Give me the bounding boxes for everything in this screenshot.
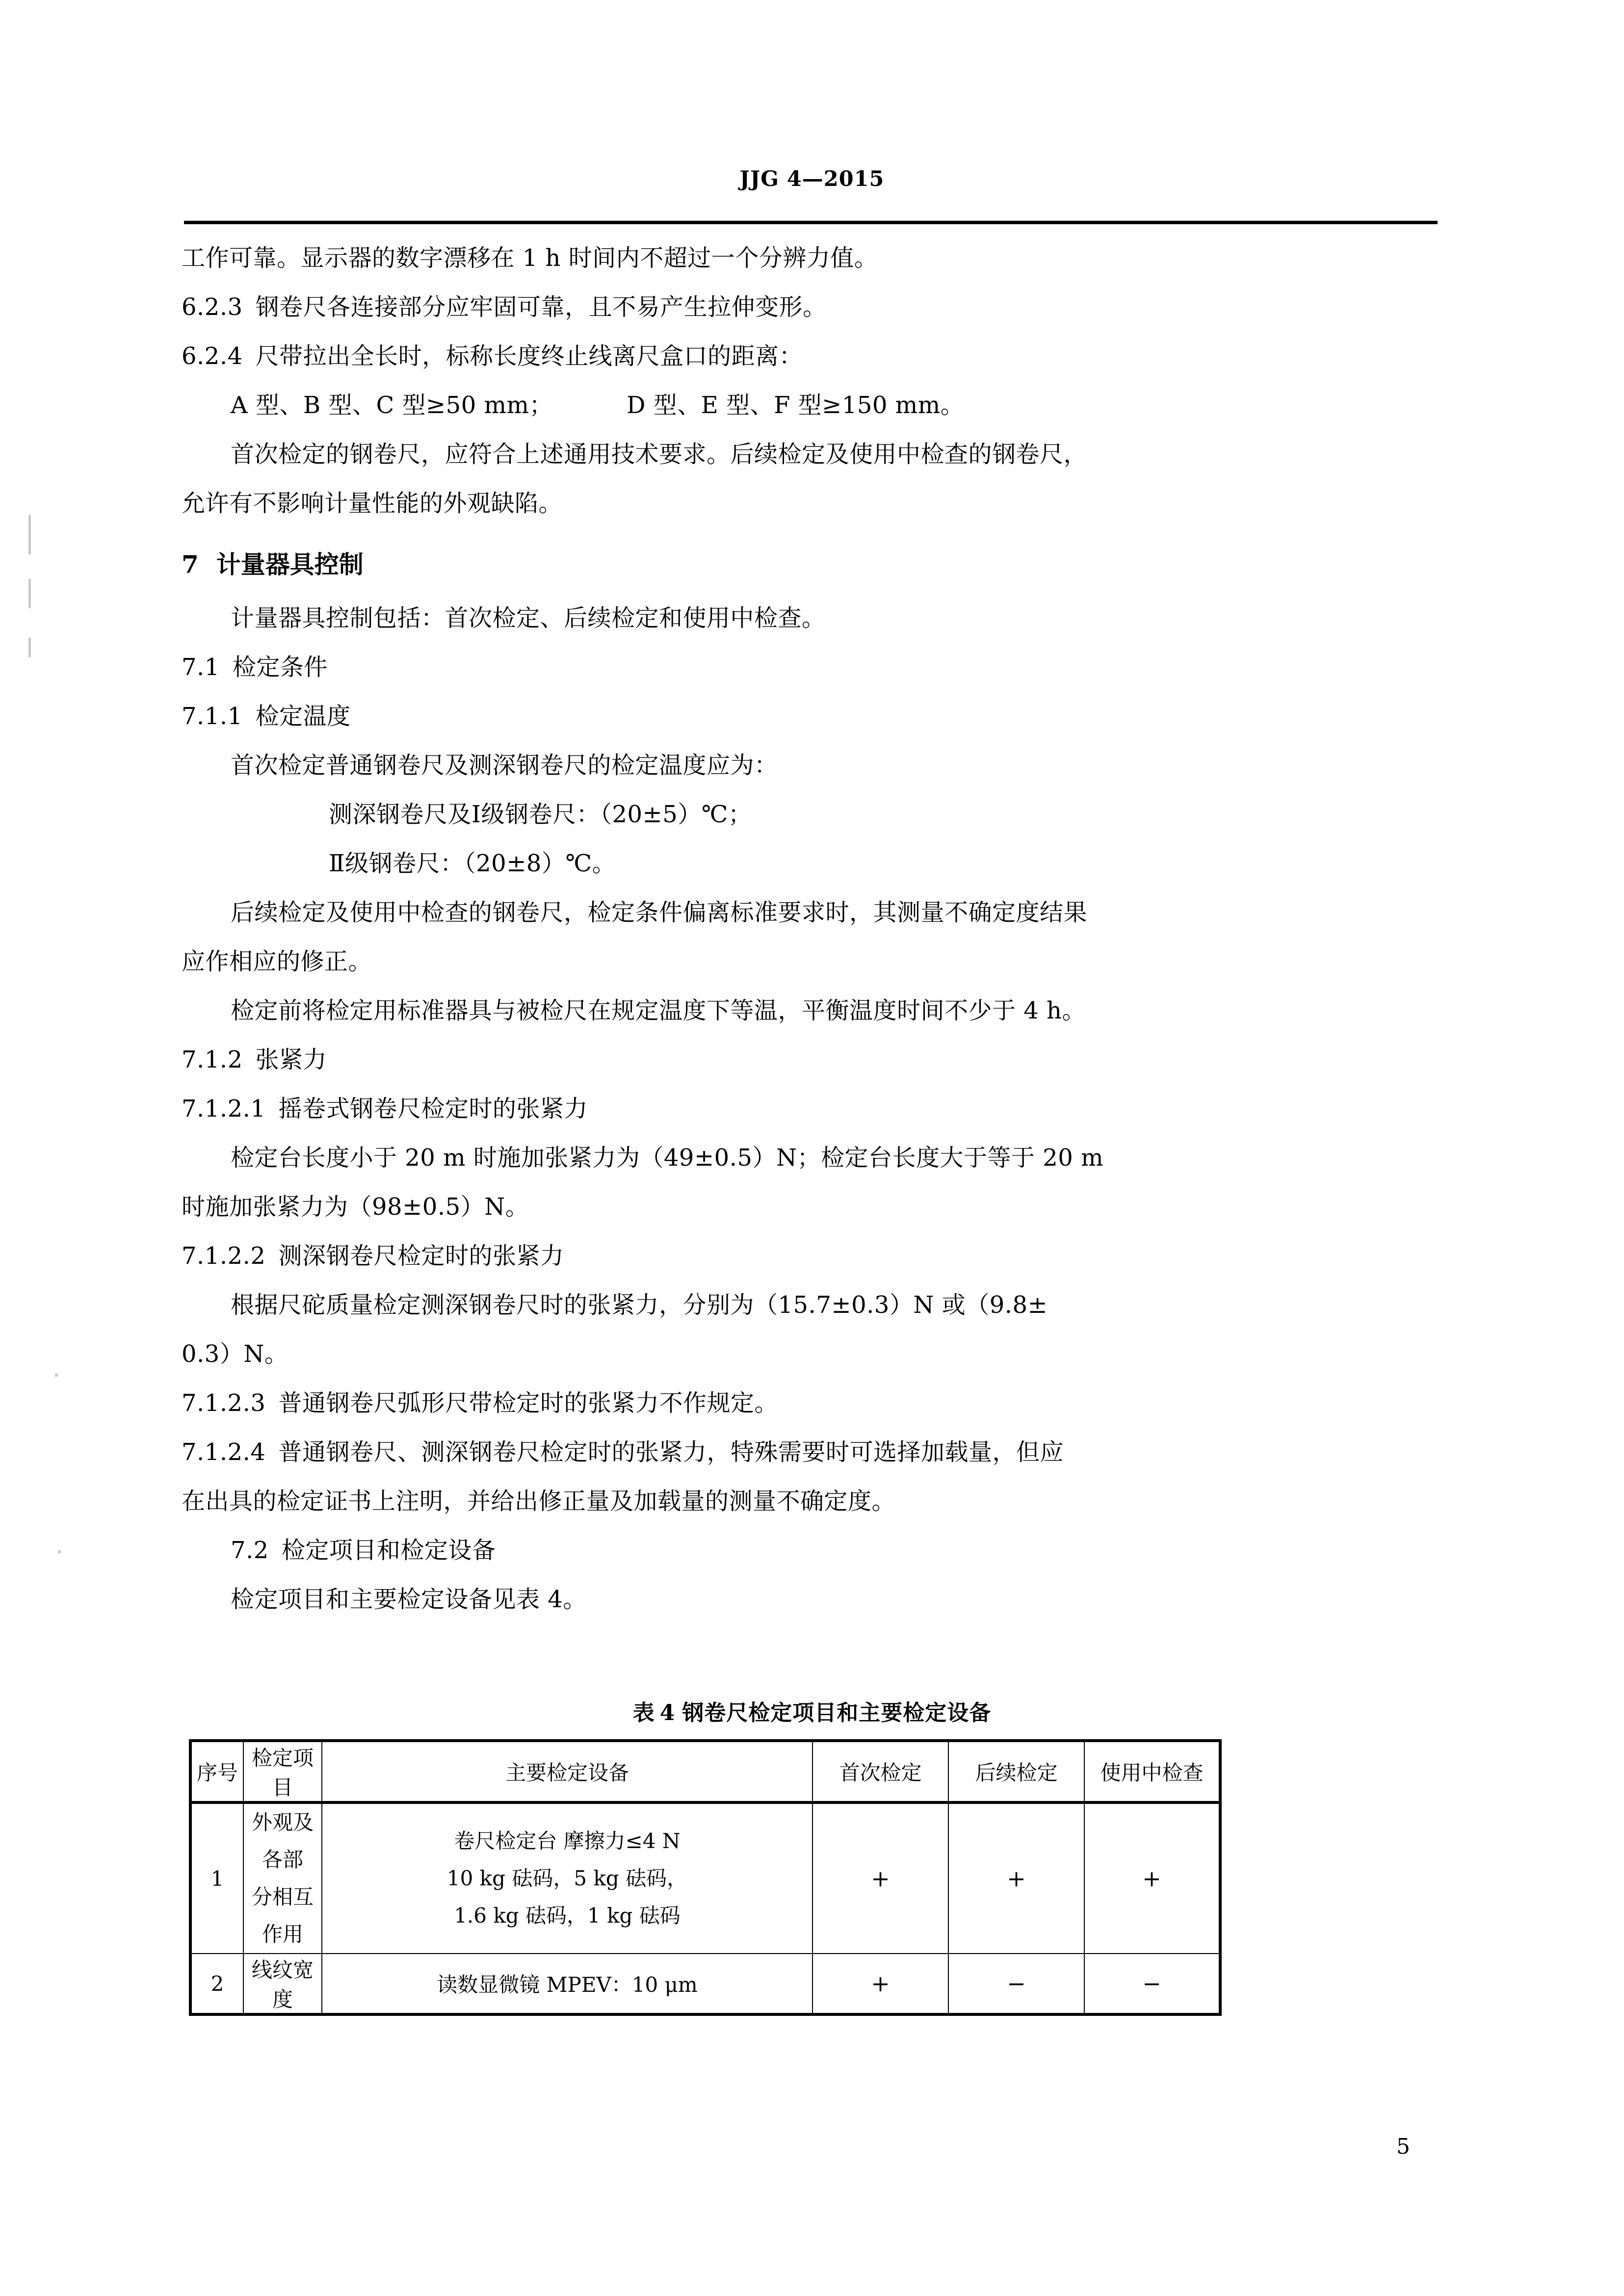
row-first-verification-mark: + bbox=[812, 1954, 948, 2014]
scan-artifact bbox=[55, 1374, 58, 1377]
clause-number: 7.1.1 bbox=[182, 703, 243, 730]
clause-7-1-2-4 bbox=[182, 1433, 1428, 1471]
table-caption-title: 钢卷尺检定项目和主要检定设备 bbox=[682, 1700, 992, 1725]
row-subsequent-verification-mark: − bbox=[948, 1954, 1084, 2014]
clause-title: 检定项目和检定设备 bbox=[281, 1537, 496, 1564]
clause-text: 普通钢卷尺弧形尺带检定时的张紧力不作规定。 bbox=[278, 1389, 778, 1417]
clause-7-1-2-2 bbox=[182, 1237, 1428, 1275]
row-in-use-check-mark: + bbox=[1084, 1802, 1220, 1954]
body-text-block bbox=[182, 239, 1428, 1629]
header-rule bbox=[184, 221, 1438, 224]
running-header-standard-code: JJG 4—2015 bbox=[739, 167, 885, 191]
table-header-subsequent-verification: 后续检定 bbox=[948, 1741, 1084, 1802]
row-equipment bbox=[322, 1954, 812, 2014]
row-equipment-line: 读数显微镜 MPEV：10 μm bbox=[437, 1973, 698, 1997]
table-header-no: 序号 bbox=[190, 1741, 243, 1802]
clause-number: 6.2.3 bbox=[182, 293, 243, 321]
row-equipment-line: 10 kg 砝码，5 kg 砝码， bbox=[446, 1866, 688, 1890]
table-row bbox=[190, 1802, 1220, 1954]
table-caption-label: 表 bbox=[632, 1700, 655, 1725]
row-no: 2 bbox=[190, 1954, 243, 2014]
row-equipment-line: 1.6 kg 砝码，1 kg 砝码 bbox=[454, 1904, 681, 1928]
clause-7-1 bbox=[182, 648, 1428, 686]
row-item-line: 线纹宽度 bbox=[251, 1958, 314, 2011]
row-item bbox=[243, 1954, 322, 2014]
clause-7-1-2-3 bbox=[182, 1384, 1428, 1422]
row-equipment bbox=[322, 1802, 812, 1954]
clause-6-2-3 bbox=[182, 288, 1428, 326]
clause-7-1-1-text: 首次检定普通钢卷尺及测深钢卷尺的检定温度应为： bbox=[231, 752, 778, 779]
clause-7-1-2 bbox=[182, 1041, 1428, 1079]
table-caption bbox=[0, 1695, 1624, 1726]
clause-7-1-2-2-text-line1: 根据尺砣质量检定测深钢卷尺时的张紧力，分别为（15.7±0.3）N 或（9.8± bbox=[231, 1291, 1048, 1319]
section-number: 7 bbox=[182, 550, 199, 579]
clause-7-2-text: 检定项目和主要检定设备见表 4。 bbox=[231, 1586, 587, 1613]
table-header-in-use-check: 使用中检查 bbox=[1084, 1741, 1220, 1802]
clause-text: 尺带拉出全长时，标称长度终止线离尺盒口的距离： bbox=[255, 342, 803, 370]
section-7-intro: 计量器具控制包括：首次检定、后续检定和使用中检查。 bbox=[231, 604, 826, 632]
row-subsequent-verification-mark: + bbox=[948, 1802, 1084, 1954]
clause-number: 6.2.4 bbox=[182, 342, 243, 370]
row-item-line: 分相互作用 bbox=[251, 1885, 314, 1946]
clause-number: 7.1.2.3 bbox=[182, 1389, 266, 1417]
row-first-verification-mark: + bbox=[812, 1802, 948, 1954]
scan-artifact bbox=[28, 515, 31, 554]
scan-artifact bbox=[28, 638, 31, 657]
row-equipment-line: 卷尺检定台 摩擦力≤4 N bbox=[454, 1829, 681, 1853]
table-header-first-verification: 首次检定 bbox=[812, 1741, 948, 1802]
type-def-distance: D 型、E 型、F 型≥150 mm。 bbox=[627, 391, 965, 419]
paragraph-pre-verification: 检定前将检定用标准器具与被检尺在规定温度下等温，平衡温度时间不少于 4 h。 bbox=[231, 997, 1086, 1024]
clause-7-1-2-1-text-line1: 检定台长度小于 20 m 时施加张紧力为（49±0.5）N；检定台长度大于等于 20 m bbox=[231, 1144, 1104, 1172]
clause-6-2-4-values bbox=[182, 386, 1428, 424]
clause-7-1-2-1-text-line2: 时施加张紧力为（98±0.5）N。 bbox=[182, 1193, 529, 1221]
clause-text: 钢卷尺各连接部分应牢固可靠，且不易产生拉伸变形。 bbox=[255, 293, 827, 321]
scan-artifact bbox=[58, 1550, 61, 1553]
temperature-spec-grade-2: Ⅱ级钢卷尺：（20±8）℃。 bbox=[329, 850, 616, 877]
clause-7-2 bbox=[182, 1531, 1428, 1569]
clause-number: 7.1.2.4 bbox=[182, 1438, 266, 1466]
clause-title: 摇卷式钢卷尺检定时的张紧力 bbox=[278, 1095, 588, 1122]
clause-title: 测深钢卷尺检定时的张紧力 bbox=[278, 1242, 564, 1270]
paragraph-subsequent-verification-line2: 应作相应的修正。 bbox=[182, 948, 372, 975]
row-item bbox=[243, 1802, 322, 1954]
clause-number: 7.1 bbox=[182, 653, 220, 681]
clause-7-1-2-4-text-line2: 在出具的检定证书上注明，并给出修正量及加载量的测量不确定度。 bbox=[182, 1487, 896, 1515]
clause-7-1-2-1 bbox=[182, 1090, 1428, 1128]
table-header-equipment: 主要检定设备 bbox=[322, 1741, 812, 1802]
paragraph-continued: 工作可靠。显示器的数字漂移在 1 h 时间内不超过一个分辨力值。 bbox=[182, 244, 878, 272]
section-heading-7 bbox=[182, 545, 1428, 584]
paragraph-first-verification-line1: 首次检定的钢卷尺，应符合上述通用技术要求。后续检定及使用中检查的钢卷尺， bbox=[231, 441, 1088, 468]
paragraph-subsequent-verification-line1: 后续检定及使用中检查的钢卷尺，检定条件偏离标准要求时，其测量不确定度结果 bbox=[231, 899, 1088, 926]
clause-number: 7.1.2 bbox=[182, 1046, 243, 1073]
table-header-item: 检定项目 bbox=[243, 1741, 322, 1802]
clause-title: 检定温度 bbox=[255, 703, 351, 730]
table-4-wrapper bbox=[189, 1739, 1219, 2016]
row-no: 1 bbox=[190, 1802, 243, 1954]
clause-number: 7.2 bbox=[231, 1537, 269, 1564]
clause-text: 普通钢卷尺、测深钢卷尺检定时的张紧力，特殊需要时可选择加载量，但应 bbox=[278, 1438, 1064, 1466]
clause-number: 7.1.2.2 bbox=[182, 1242, 266, 1270]
table-header-row bbox=[190, 1741, 1220, 1802]
clause-number: 7.1.2.1 bbox=[182, 1095, 266, 1122]
page-number: 5 bbox=[1396, 2134, 1410, 2159]
clause-title: 张紧力 bbox=[255, 1046, 327, 1073]
clause-7-1-2-2-text-line2: 0.3）N。 bbox=[182, 1340, 288, 1368]
row-in-use-check-mark: − bbox=[1084, 1954, 1220, 2014]
table-row bbox=[190, 1954, 1220, 2014]
clause-6-2-4 bbox=[182, 337, 1428, 375]
table-verification-items bbox=[189, 1739, 1222, 2016]
clause-title: 检定条件 bbox=[232, 653, 328, 681]
row-item-line: 外观及各部 bbox=[251, 1810, 314, 1872]
section-title: 计量器具控制 bbox=[216, 550, 364, 579]
scan-artifact bbox=[28, 579, 31, 608]
clause-7-1-1 bbox=[182, 697, 1428, 735]
temperature-spec-grade-1: 测深钢卷尺及Ⅰ级钢卷尺：（20±5）℃； bbox=[329, 801, 752, 828]
type-abc-distance: A 型、B 型、C 型≥50 mm； bbox=[231, 391, 553, 419]
table-caption-number: 4 bbox=[659, 1700, 676, 1725]
paragraph-first-verification-line2: 允许有不影响计量性能的外观缺陷。 bbox=[182, 490, 563, 517]
